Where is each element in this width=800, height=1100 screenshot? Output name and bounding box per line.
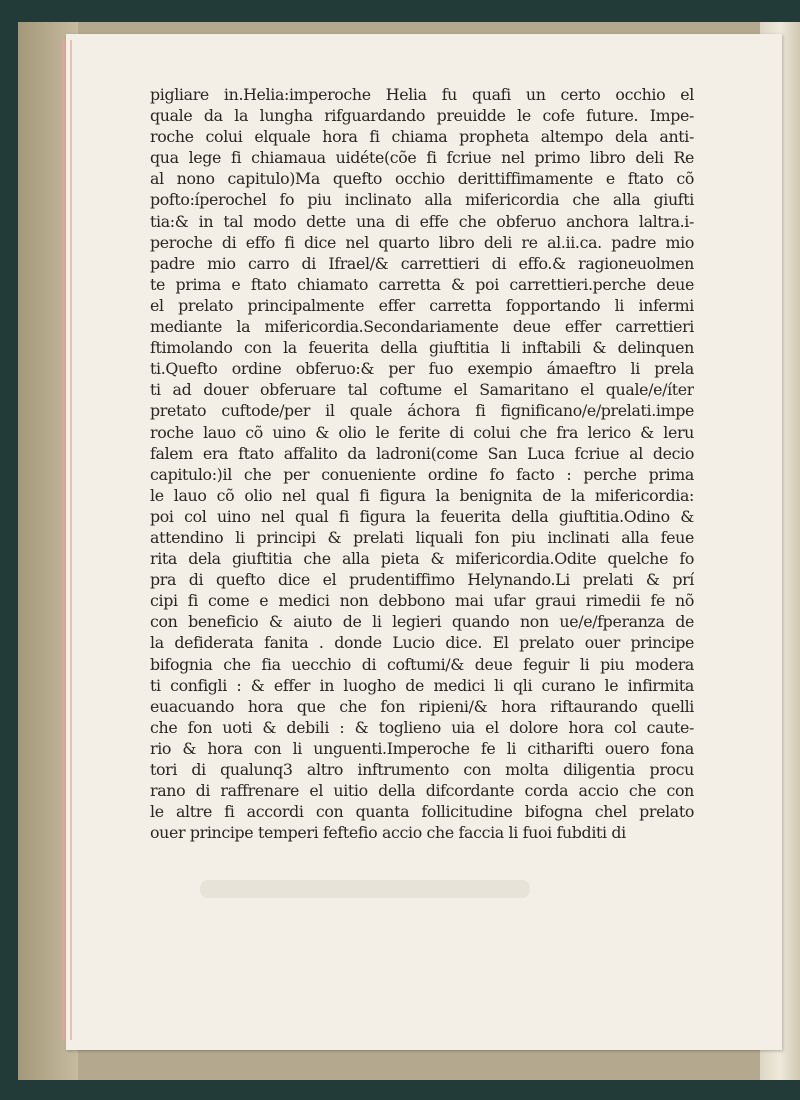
text-line: cipi fi come e medici non debbono mai ufar graui rimedii fe nõ (150, 591, 694, 611)
text-line: al nono capitulo)Ma quefto occhio derittiffimamente e ftato cõ (150, 169, 694, 189)
text-line: peroche di effo fi dice nel quarto libro deli re al.ii.ca. padre mio (150, 232, 694, 252)
page-stack-edge-inner (70, 40, 72, 1040)
text-line: pofto:íperochel fo piu inclinato alla mifericordia che alla giufti (150, 190, 694, 210)
text-line: pra di quefto dice el prudentiffimo Helynando.Li prelati & prí (150, 570, 694, 590)
text-line: bifognia che fia uecchio di coftumi/& deue feguir li piu modera (150, 654, 694, 674)
text-line: te prima e ftato chiamato carretta & poi carrettieri.perche deue (150, 274, 694, 294)
text-line: roche lauo cõ uino & olio le ferite di colui che fra lerico & leru (150, 422, 694, 442)
text-line: ouer principe temperi feftefio accio che faccia li fuoi fubditi di (150, 823, 626, 843)
text-line: tori di qualunq3 altro inftrumento con molta diligentia procu (150, 760, 694, 779)
text-line: le lauo cõ olio nel qual fi figura la benignita de la mifericordia: (150, 485, 694, 505)
text-line: ti configli : & effer in luogho de medici li qli curano le infirmita (150, 675, 694, 695)
text-line: mediante la mifericordia.Secondariamente deue effer carrettieri (150, 317, 694, 337)
show-through-smudge (200, 880, 530, 898)
page-text (150, 84, 694, 843)
text-line: tia:& in tal modo dette una di effe che obferuo anchora laltra.i- (150, 211, 694, 231)
text-line: falem era ftato affalito da ladroni(come San Luca fcriue al decio (150, 443, 694, 463)
text-line: le altre fi accordi con quanta follicitudine bifogna chel prelato (150, 802, 694, 822)
text-line: pigliare in.Helia:imperoche Helia fu quafi un certo occhio el (150, 85, 694, 104)
text-line: rio & hora con li unguenti.Imperoche fe li citharifti ouero fona (150, 738, 694, 758)
text-line: poi col uino nel qual fi figura la feuerita della giuftitia.Odino & (150, 506, 694, 526)
text-line: el prelato principalmente effer carretta fopportando li infermi (150, 295, 694, 315)
text-line: euacuando hora que che fon ripieni/& hora riftaurando quelli (150, 696, 694, 716)
text-line: padre mio carro di Ifrael/& carrettieri di effo.& ragioneuolmen (150, 253, 694, 273)
text-line: roche colui elquale hora fi chiama propheta altempo dela anti- (150, 127, 694, 147)
text-line: attendino li principi & prelati liquali fon piu inclinati alla feue (150, 527, 694, 547)
text-line: ftimolando con la feuerita della giuftitia li inftabili & delinquen (150, 338, 694, 358)
text-line: qua lege fi chiamaua uidéte(cõe fi fcriue nel primo libro deli Re (150, 148, 694, 168)
text-line: pretato cuftode/per il quale áchora fi fignificano/e/prelati.impe (150, 401, 694, 421)
text-line: con beneficio & aiuto de li legieri quando non ue/e/fperanza de (150, 612, 694, 632)
text-line: capitulo:)il che per conueniente ordine fo facto : perche prima (150, 464, 694, 484)
text-line: che fon uoti & debili : & toglieno uia el dolore hora col caute- (150, 717, 694, 737)
text-line: ti.Quefto ordine obferuo:& per fuo exempio ámaeftro li prela (150, 359, 694, 379)
text-line: rano di raffrenare el uitio della difcordante corda accio che con (150, 781, 694, 801)
text-line: la defiderata fanita . donde Lucio dice. El prelato ouer principe (150, 633, 694, 653)
text-line: quale da la lungha rifguardando preuidde le cofe future. Impe- (150, 106, 694, 126)
text-line: ti ad douer obferuare tal coftume el Samaritano el quale/e/íter (150, 380, 694, 400)
text-line: rita dela giuftitia che alla pieta & mifericordia.Odite quelche fo (150, 549, 694, 569)
